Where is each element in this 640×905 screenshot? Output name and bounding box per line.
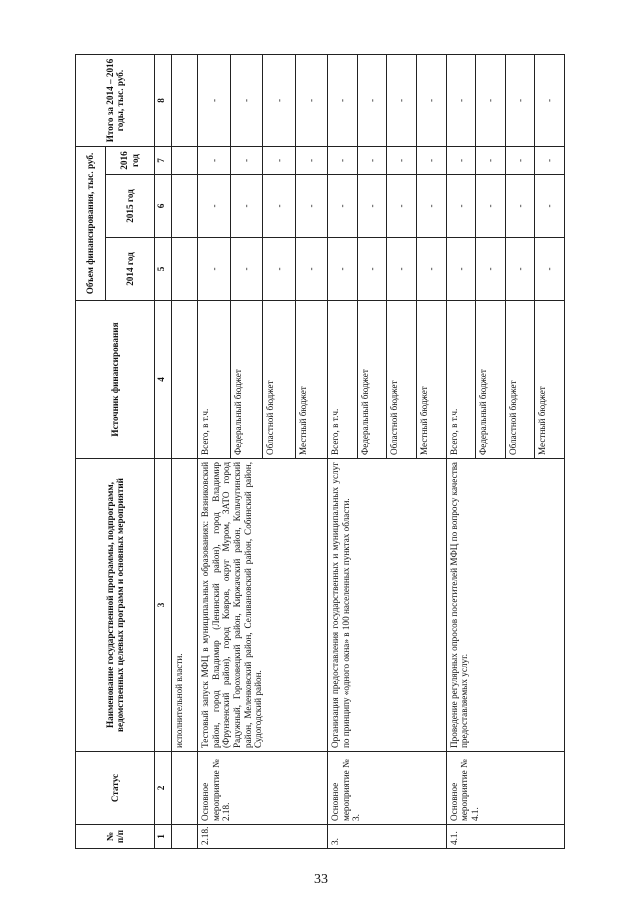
value-cell: - — [535, 175, 565, 238]
header-name: Наименование государственной программы, подпрограмм, ведомственных целевых программ и основных мероприятий — [76, 459, 155, 752]
source-federal: Федеральный бюджет — [357, 301, 387, 459]
row-status: Основное мероприятие № 3. — [328, 752, 446, 825]
value-cell: - — [505, 238, 535, 301]
page-number: 33 — [314, 872, 328, 887]
value-cell: - — [263, 175, 295, 238]
value-cell: - — [295, 238, 328, 301]
col-num: 4 — [155, 301, 172, 459]
source-federal: Федеральный бюджет — [230, 301, 262, 459]
value-cell: - — [505, 55, 535, 147]
header-volume: Объем финансирования, тыс. руб. — [76, 147, 106, 301]
col-num: 1 — [155, 825, 172, 849]
header-total: Итого за 2014 – 2016 годы, тыс. руб. — [76, 55, 155, 147]
row-number: 2.18. — [198, 825, 328, 849]
value-cell: - — [505, 147, 535, 175]
table-row — [328, 55, 358, 849]
source-regional: Областной бюджет — [387, 301, 417, 459]
row-number: 4.1. — [446, 825, 564, 849]
value-cell: - — [230, 55, 262, 147]
col-num: 5 — [155, 238, 172, 301]
value-cell: - — [198, 147, 230, 175]
row-name: Тестовый запуск МФЦ в муниципальных образованиях: Вязниковский район, город Владимир (Ленинский район), город Владимир (Фрунзенский район), город Ковров, округ Муром, ЗАТО город Радужный, Гороховецкий район, Киржачский район, Кольчугинский район, Меленковский район, Селивановский район, Собинский район, Судогодский район. — [198, 459, 328, 752]
row-name: Организация предоставления государственных и муниципальных услуг по принципу «одного окна» в 100 населенных пунктах области. — [328, 459, 446, 752]
header-row-1 — [76, 55, 106, 849]
source-regional: Областной бюджет — [263, 301, 295, 459]
header-2014: 2014 год — [105, 238, 155, 301]
value-cell: - — [446, 175, 476, 238]
value-cell: - — [328, 147, 358, 175]
value-cell: - — [230, 147, 262, 175]
rotated-page — [75, 55, 565, 887]
value-cell: - — [476, 147, 506, 175]
value-cell: - — [263, 147, 295, 175]
value-cell: - — [328, 55, 358, 147]
value-cell: - — [263, 55, 295, 147]
value-cell: - — [416, 238, 446, 301]
source-regional: Областной бюджет — [505, 301, 535, 459]
source-total: Всего, в т.ч. — [446, 301, 476, 459]
value-cell: - — [387, 147, 417, 175]
row-status: Основное мероприятие № 2.18. — [198, 752, 328, 825]
financing-table — [75, 54, 565, 849]
continuation-text: исполнительной власти. — [172, 459, 198, 752]
source-total: Всего, в т.ч. — [198, 301, 230, 459]
col-num: 6 — [155, 175, 172, 238]
header-source: Источник финансирования — [76, 301, 155, 459]
source-local: Местный бюджет — [416, 301, 446, 459]
header-2015: 2015 год — [105, 175, 155, 238]
value-cell: - — [535, 147, 565, 175]
source-local: Местный бюджет — [535, 301, 565, 459]
header-2016: 2016 год — [105, 147, 155, 175]
value-cell: - — [446, 238, 476, 301]
col-num: 3 — [155, 459, 172, 752]
source-local: Местный бюджет — [295, 301, 328, 459]
column-numbers-row — [155, 55, 172, 849]
value-cell: - — [263, 238, 295, 301]
value-cell: - — [476, 238, 506, 301]
value-cell: - — [198, 238, 230, 301]
value-cell: - — [387, 55, 417, 147]
col-num: 8 — [155, 55, 172, 147]
value-cell: - — [446, 55, 476, 147]
header-status: Статус — [76, 752, 155, 825]
value-cell: - — [295, 147, 328, 175]
value-cell: - — [476, 175, 506, 238]
table-row — [198, 55, 230, 849]
value-cell: - — [230, 175, 262, 238]
value-cell: - — [387, 175, 417, 238]
value-cell: - — [357, 238, 387, 301]
value-cell: - — [387, 238, 417, 301]
value-cell: - — [230, 238, 262, 301]
table-row — [446, 55, 476, 849]
value-cell: - — [535, 55, 565, 147]
value-cell: - — [416, 147, 446, 175]
value-cell: - — [505, 175, 535, 238]
value-cell: - — [198, 175, 230, 238]
value-cell: - — [295, 55, 328, 147]
row-status: Основное мероприятие № 4.1. — [446, 752, 564, 825]
continuation-row — [172, 55, 198, 849]
header-no: № п/п — [76, 825, 155, 849]
value-cell: - — [416, 55, 446, 147]
value-cell: - — [416, 175, 446, 238]
col-num: 2 — [155, 752, 172, 825]
value-cell: - — [446, 147, 476, 175]
value-cell: - — [476, 55, 506, 147]
row-name: Проведение регулярных опросов посетителей МФЦ по вопросу качества предоставляемых услуг. — [446, 459, 564, 752]
value-cell: - — [198, 55, 230, 147]
value-cell: - — [328, 238, 358, 301]
source-federal: Федеральный бюджет — [476, 301, 506, 459]
value-cell: - — [535, 238, 565, 301]
value-cell: - — [357, 175, 387, 238]
source-total: Всего, в т.ч. — [328, 301, 358, 459]
value-cell: - — [357, 55, 387, 147]
value-cell: - — [328, 175, 358, 238]
value-cell: - — [357, 147, 387, 175]
row-number: 3. — [328, 825, 446, 849]
value-cell: - — [295, 175, 328, 238]
col-num: 7 — [155, 147, 172, 175]
